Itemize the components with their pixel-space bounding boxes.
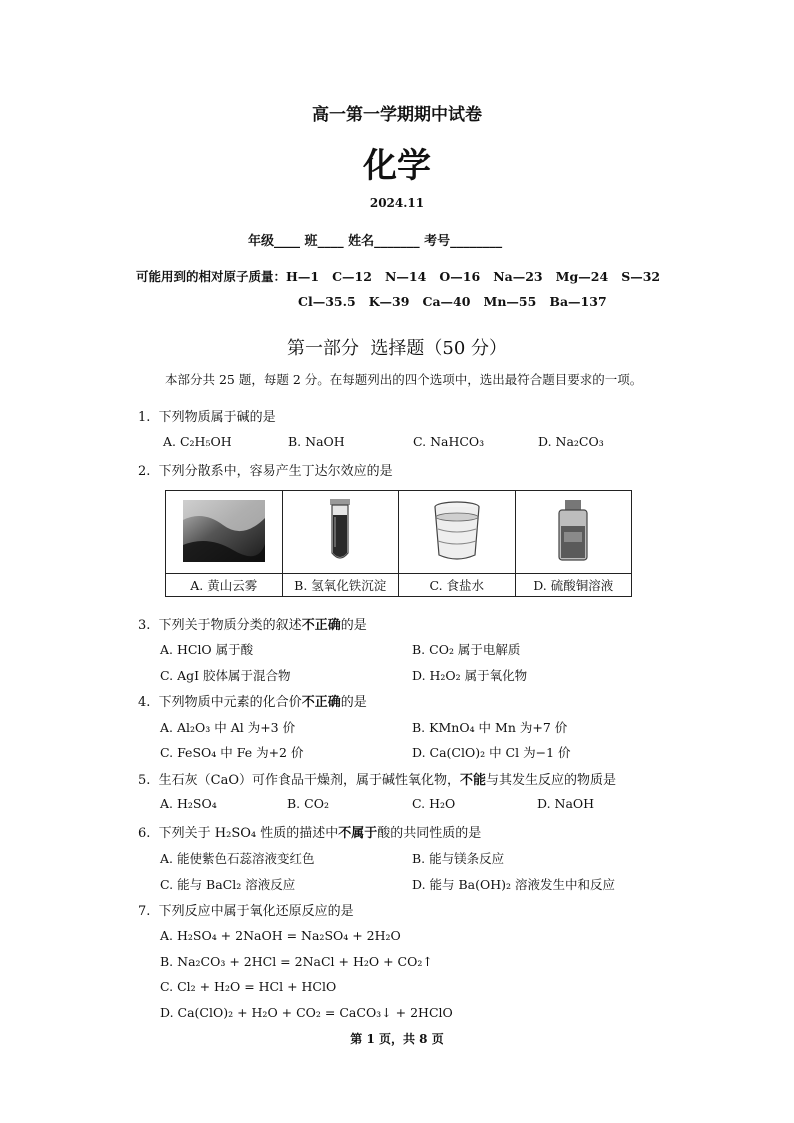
section-instruction: 本部分共 25 题，每题 2 分。在每题列出的四个选项中，选出最符合题目要求的一项。 (165, 372, 643, 387)
question-4 (138, 691, 367, 710)
atomic-mass-line-2: Cl—35.5 K—39 Ca—40 Mn—55 Ba—137 (298, 294, 607, 309)
q2-image-cell-a (166, 491, 283, 574)
q4-option-d[interactable]: D. Ca(ClO)₂ 中 Cl 为−1 价 (412, 745, 571, 760)
question-stem: 下列分散系中，容易产生丁达尔效应的是 (158, 464, 393, 479)
q5-option-d[interactable]: D. NaOH (537, 796, 595, 811)
question-5 (138, 769, 616, 788)
q6-option-a[interactable]: A. 能使紫色石蕊溶液变红色 (160, 851, 315, 866)
q2-image-cell-d (515, 491, 632, 574)
question-emphasis: 不正确 (301, 618, 341, 633)
grade-blank[interactable]: ____ (274, 234, 301, 249)
question-number: 3. (138, 618, 151, 633)
q4-option-b[interactable]: B. KMnO₄ 中 Mn 为+7 价 (412, 720, 568, 735)
q7-option-a[interactable]: A. H₂SO₄ + 2NaOH = Na₂SO₄ + 2H₂O (160, 928, 401, 943)
q3-option-c[interactable]: C. AgI 胶体属于混合物 (160, 668, 291, 683)
question-emphasis: 不能 (460, 773, 487, 788)
question-stem: 下列关于 H₂SO₄ 性质的描述中 (158, 826, 339, 841)
question-2 (138, 460, 393, 479)
q7-option-b[interactable]: B. Na₂CO₃ + 2HCl = 2NaCl + H₂O + CO₂↑ (160, 954, 433, 969)
copper-sulfate-bottle-image (556, 498, 590, 564)
question-stem: 下列物质中元素的化合价 (158, 695, 302, 710)
atomic-mass-values-1: H—1 C—12 N—14 O—16 Na—23 Mg—24 S—32 (286, 269, 661, 284)
question-stem-end: 与其发生反应的物质是 (486, 773, 617, 788)
atomic-mass-line-1 (136, 267, 660, 285)
grade-label: 年级 (248, 234, 275, 249)
q2-option-d[interactable]: D. 硫酸铜溶液 (515, 574, 632, 597)
question-stem-end: 的是 (340, 618, 367, 633)
cloud-mist-image (183, 500, 265, 562)
q2-image-cell-b (282, 491, 399, 574)
question-stem: 下列关于物质分类的叙述 (158, 618, 302, 633)
q2-option-b[interactable]: B. 氢氧化铁沉淀 (282, 574, 399, 597)
exam-date: 2024.11 (369, 196, 425, 210)
q3-option-d[interactable]: D. H₂O₂ 属于氧化物 (412, 668, 528, 683)
q7-option-c[interactable]: C. Cl₂ + H₂O = HCl + HClO (160, 979, 337, 994)
q4-option-c[interactable]: C. FeSO₄ 中 Fe 为+2 价 (160, 745, 304, 760)
salt-water-beaker-image (432, 499, 482, 563)
question-number: 2. (138, 464, 151, 479)
student-info-line (248, 230, 502, 249)
q5-option-b[interactable]: B. CO₂ (287, 796, 329, 811)
question-stem-end: 的是 (340, 695, 367, 710)
q1-option-b[interactable]: B. NaOH (288, 434, 345, 449)
class-label: 班 (304, 234, 318, 249)
question-emphasis: 不属于 (338, 826, 378, 841)
question-number: 7. (138, 904, 151, 919)
q5-option-a[interactable]: A. H₂SO₄ (160, 796, 217, 811)
question-3 (138, 614, 367, 633)
q6-option-b[interactable]: B. 能与镁条反应 (412, 851, 505, 866)
name-blank[interactable]: _______ (374, 234, 420, 249)
section-title: 第一部分 选择题（50 分） (286, 338, 508, 359)
q5-option-c[interactable]: C. H₂O (412, 796, 456, 811)
q7-option-d[interactable]: D. Ca(ClO)₂ + H₂O + CO₂ = CaCO₃↓ + 2HClO (160, 1005, 453, 1020)
question-emphasis: 不正确 (301, 695, 341, 710)
question-stem: 生石灰（CaO）可作食品干燥剂，属于碱性氧化物， (158, 773, 461, 788)
q2-option-c[interactable]: C. 食盐水 (399, 574, 516, 597)
atomic-mass-label: 可能用到的相对原子质量： (136, 269, 287, 284)
q1-option-c[interactable]: C. NaHCO₃ (413, 434, 485, 449)
q2-option-a[interactable]: A. 黄山云雾 (166, 574, 283, 597)
q2-image-table (165, 490, 632, 597)
q3-option-a[interactable]: A. HClO 属于酸 (160, 642, 254, 657)
exam-title: 高一第一学期期中试卷 (312, 105, 482, 125)
page-footer: 第 1 页，共 8 页 (350, 1032, 444, 1046)
q1-option-a[interactable]: A. C₂H₅OH (163, 434, 232, 449)
question-number: 4. (138, 695, 151, 710)
question-6 (138, 822, 481, 841)
subject-title: 化学 (363, 146, 431, 186)
exam-number-blank[interactable]: ________ (450, 234, 503, 249)
q1-option-d[interactable]: D. Na₂CO₃ (538, 434, 604, 449)
class-blank[interactable]: ____ (317, 234, 344, 249)
question-stem: 下列反应中属于氧化还原反应的是 (158, 904, 354, 919)
question-stem-end: 酸的共同性质的是 (377, 826, 482, 841)
name-label: 姓名 (348, 234, 375, 249)
question-number: 1. (138, 410, 151, 425)
exam-number-label: 考号 (424, 234, 451, 249)
question-1 (138, 406, 276, 425)
q3-option-b[interactable]: B. CO₂ 属于电解质 (412, 642, 521, 657)
question-number: 6. (138, 826, 151, 841)
q6-option-d[interactable]: D. 能与 Ba(OH)₂ 溶液发生中和反应 (412, 877, 616, 892)
q6-option-c[interactable]: C. 能与 BaCl₂ 溶液反应 (160, 877, 296, 892)
question-stem: 下列物质属于碱的是 (158, 410, 276, 425)
test-tube-precipitate-image (325, 497, 355, 565)
q2-image-cell-c (399, 491, 516, 574)
question-7 (138, 900, 354, 919)
q4-option-a[interactable]: A. Al₂O₃ 中 Al 为+3 价 (160, 720, 296, 735)
question-number: 5. (138, 773, 151, 788)
